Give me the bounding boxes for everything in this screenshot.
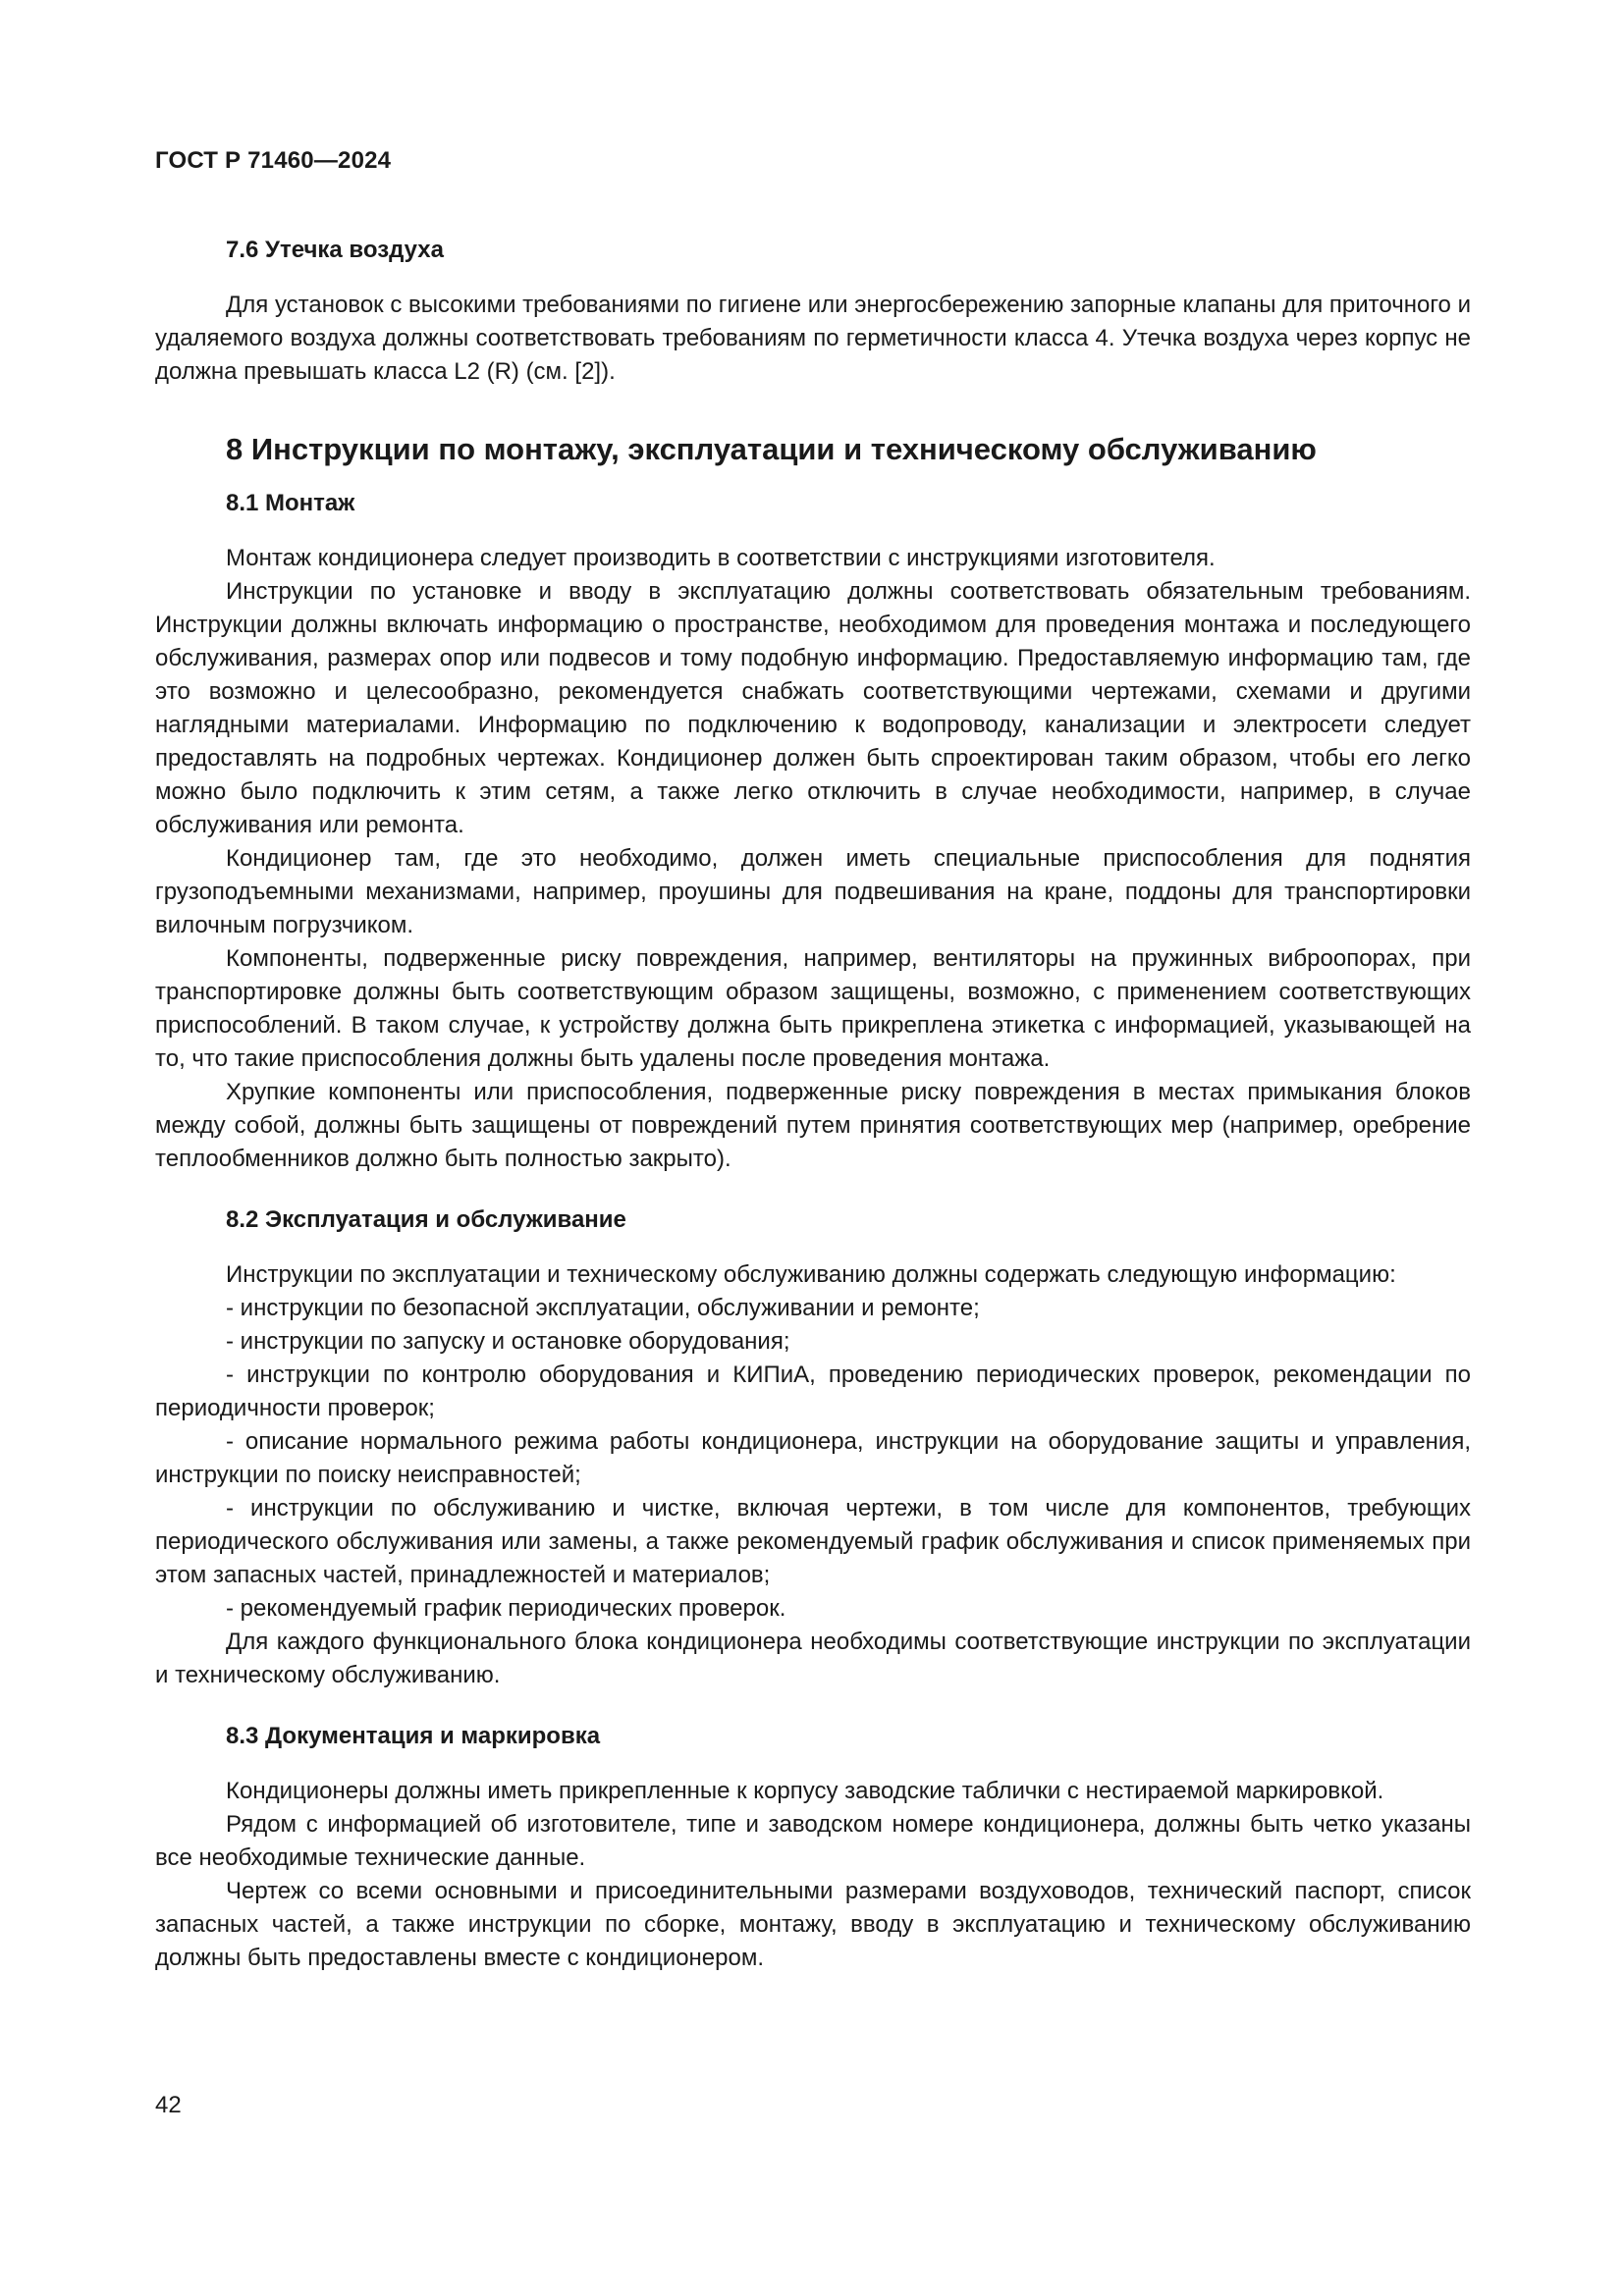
document-page [155,147,1471,1975]
section-8-title: 8 Инструкции по монтажу, эксплуатации и техническому обслуживанию [226,432,1317,466]
section-8-2-intro: Инструкции по эксплуатации и техническому обслуживанию должны содержать следующую информацию: [226,1261,1396,1288]
section-8-1-paragraph: Инструкции по установке и вводу в эксплуатацию должны соответствовать обязательным требованиям. Инструкции должны включать информацию о пространстве, необходимом для проведения монтажа и последующего обслуживания, размерах опор или подвесов и тому подобную информацию. Предоставляемую информацию там, где это возможно и целесообразно, рекомендуется снабжать соответствующими чертежами, схемами и другими наглядными материалами. Информацию по подключению к водопроводу, канализации и электросети следует предоставлять на подробных чертежах. Кондиционер должен быть спроектирован таким образом, чтобы его легко можно было подключить к этим сетям, а также легко отключить в случае необходимости, например, в случае обслуживания или ремонта. [155,578,1471,838]
standard-id-header: ГОСТ Р 71460—2024 [155,147,392,174]
page-number: 42 [155,2092,182,2118]
section-8-1-paragraph: Монтаж кондиционера следует производить в соответствии с инструкциями изготовителя. [226,545,1216,571]
list-item: - рекомендуемый график периодических проверок. [226,1595,786,1622]
list-item: - инструкции по запуску и остановке оборудования; [226,1328,790,1355]
section-8-1-paragraph: Компоненты, подверженные риску повреждения, например, вентиляторы на пружинных виброопорах, при транспортировке должны быть соответствующим образом защищены, возможно, с применением соответствующих приспособлений. В таком случае, к устройству должна быть прикреплена этикетка с информацией, указывающей на то, что такие приспособления должны быть удалены после проведения монтажа. [155,945,1471,1072]
list-item: - инструкции по обслуживанию и чистке, включая чертежи, в том числе для компонентов, требующих периодического обслуживания или замены, а также рекомендуемый график обслуживания и список применяемых при этом запасных частей, принадлежностей и материалов; [155,1495,1471,1588]
section-8-3-paragraph: Кондиционеры должны иметь прикрепленные к корпусу заводские таблички с нестираемой маркировкой. [226,1778,1384,1804]
list-item: - описание нормального режима работы кондиционера, инструкции на оборудование защиты и управления, инструкции по поиску неисправностей; [155,1428,1471,1488]
section-8-3-paragraph: Рядом с информацией об изготовителе, типе и заводском номере кондиционера, должны быть четко указаны все необходимые технические данные. [155,1811,1471,1871]
section-8-2-title: 8.2 Эксплуатация и обслуживание [226,1206,626,1233]
list-item: - инструкции по безопасной эксплуатации, обслуживании и ремонте; [226,1295,980,1321]
section-8-3-title: 8.3 Документация и маркировка [226,1723,601,1749]
list-item: - инструкции по контролю оборудования и КИПиА, проведению периодических проверок, рекомендации по периодичности проверок; [155,1362,1471,1421]
section-8-3-paragraph: Чертеж со всеми основными и присоединительными размерами воздуховодов, технический паспорт, список запасных частей, а также инструкции по сборке, монтажу, вводу в эксплуатацию и техническому обслуживанию должны быть предоставлены вместе с кондиционером. [155,1878,1471,1971]
section-8-1-title: 8.1 Монтаж [226,490,355,516]
section-7-6-paragraph: Для установок с высокими требованиями по гигиене или энергосбережению запорные клапаны для приточного и удаляемого воздуха должны соответствовать требованиям по герметичности класса 4. Утечка воздуха через корпус не должна превышать класса L2 (R) (см. [2]). [155,292,1471,385]
section-7-6-title: 7.6 Утечка воздуха [226,237,444,263]
section-8-1-paragraph: Хрупкие компоненты или приспособления, подверженные риску повреждения в местах примыкания блоков между собой, должны быть защищены от повреждений путем принятия соответствующих мер (например, оребрение теплообменников должно быть полностью закрыто). [155,1079,1471,1172]
section-8-2-closing: Для каждого функционального блока кондиционера необходимы соответствующие инструкции по эксплуатации и техническому обслуживанию. [155,1629,1471,1688]
section-8-1-paragraph: Кондиционер там, где это необходимо, должен иметь специальные приспособления для поднятия грузоподъемными механизмами, например, проушины для подвешивания на кране, поддоны для транспортировки вилочным погрузчиком. [155,845,1471,938]
